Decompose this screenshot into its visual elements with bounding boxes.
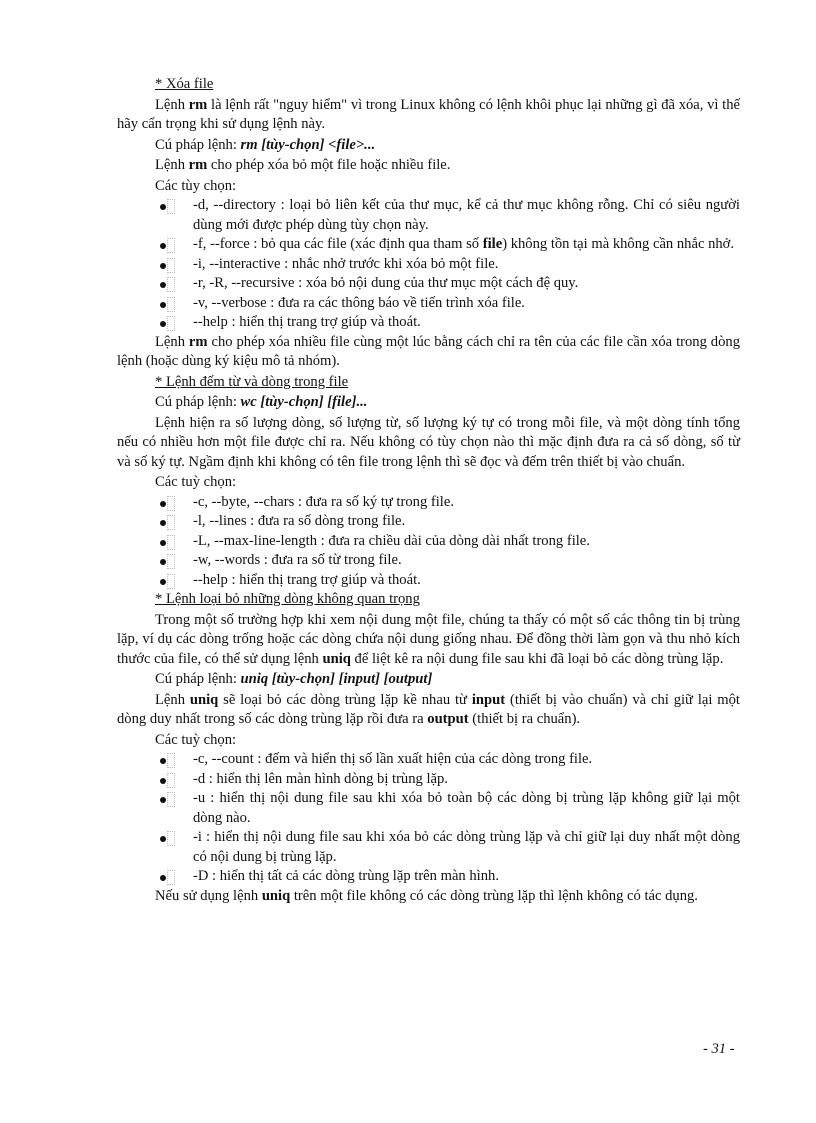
- page-content: [117, 75, 740, 907]
- section-heading-uniq: * Lệnh loại bỏ những dòng không quan trọng: [155, 591, 420, 607]
- uniq-syntax: Cú pháp lệnh: uniq [tùy-chọn] [input] [output]: [155, 671, 433, 687]
- list-item: -D : hiển thị tất cả các dòng trùng lặp trên màn hình.: [117, 867, 740, 887]
- rm-options-label: Các tùy chọn:: [155, 177, 237, 194]
- page-number: - 31 -: [703, 1041, 735, 1057]
- uniq-command: uniq: [322, 650, 351, 667]
- uniq-description: Lệnh uniq sẽ loại bỏ các dòng trùng lặp kề nhau từ input (thiết bị vào chuẩn) và chỉ giữ lại một dòng duy nhất trong số các dòng trùng lặp rồi đưa ra output (thiết bị ra chuẩn).: [117, 691, 740, 727]
- bullet-icon: [160, 243, 166, 249]
- bullet-icon: [160, 321, 166, 327]
- list-item: -L, --max-line-length : đưa ra chiều dài của dòng dài nhất trong file.: [117, 532, 740, 552]
- list-item: -f, --force : bỏ qua các file (xác định qua tham số file) không tồn tại mà không cần nhắc nhở.: [117, 235, 740, 255]
- bullet-icon: [160, 778, 166, 784]
- list-item: --help : hiển thị trang trợ giúp và thoát.: [117, 313, 740, 333]
- wc-syntax: Cú pháp lệnh: wc [tùy-chọn] [file]...: [155, 394, 368, 410]
- bullet-icon: [160, 204, 166, 210]
- uniq-syntax-code: uniq [tùy-chọn] [input] [output]: [240, 671, 433, 687]
- rm-description: Lệnh rm cho phép xóa bỏ một file hoặc nhiều file.: [155, 157, 451, 173]
- uniq-options-label: Các tuỳ chọn:: [155, 731, 237, 748]
- bullet-icon: [160, 559, 166, 565]
- list-item: -c, --byte, --chars : đưa ra số ký tự trong file.: [117, 493, 740, 513]
- bullet-icon: [160, 797, 166, 803]
- section-heading-wc: * Lệnh đếm từ và dòng trong file: [155, 373, 349, 390]
- rm-intro: Lệnh rm là lệnh rất "nguy hiểm" vì trong Linux không có lệnh khôi phục lại những gì đã xóa, vì thế hãy cẩn trọng khi sử dụng lệnh này.: [117, 96, 740, 132]
- list-item: -v, --verbose : đưa ra các thông báo về tiến trình xóa file.: [117, 294, 740, 314]
- bullet-icon: [160, 836, 166, 842]
- wc-options-list: [117, 493, 740, 591]
- uniq-options-list: [117, 750, 740, 887]
- list-item: -d : hiển thị lên màn hình dòng bị trùng lặp.: [117, 770, 740, 790]
- section-heading-rm: * Xóa file: [155, 76, 214, 92]
- bullet-icon: [160, 520, 166, 526]
- list-item: -d, --directory : loại bỏ liên kết của thư mục, kể cả thư mục không rỗng. Chỉ có siêu người dùng mới được phép dùng tùy chọn này.: [117, 196, 740, 235]
- rm-options-list: [117, 196, 740, 333]
- list-item: -l, --lines : đưa ra số dòng trong file.: [117, 512, 740, 532]
- rm-syntax-code: rm [tùy-chọn] <file>...: [240, 136, 376, 153]
- list-item: -i : hiển thị nội dung file sau khi xóa bỏ các dòng trùng lặp và chỉ giữ lại duy nhất một dòng có nội dung bị trùng lặp.: [117, 828, 740, 867]
- bullet-icon: [160, 263, 166, 269]
- wc-description: Lệnh hiện ra số lượng dòng, số lượng từ, số lượng ký tự có trong mỗi file, và một dòng tính tổng nếu có nhiều hơn một file được chỉ ra. Nếu không có tùy chọn nào thì mặc định đưa ra cả số dòng, số từ và số ký tự. Ngầm định khi không có tên file trong lệnh thì sẽ đọc và đếm trên thiết bị vào chuẩn.: [117, 414, 740, 470]
- bullet-icon: [160, 501, 166, 507]
- rm-command: rm: [188, 96, 208, 113]
- bullet-icon: [160, 540, 166, 546]
- list-item: --help : hiển thị trang trợ giúp và thoát.: [117, 571, 740, 591]
- list-item: -w, --words : đưa ra số từ trong file.: [117, 551, 740, 571]
- list-item: -r, -R, --recursive : xóa bỏ nội dung của thư mục một cách đệ quy.: [117, 274, 740, 294]
- list-item: -c, --count : đếm và hiển thị số lần xuất hiện của các dòng trong file.: [117, 750, 740, 770]
- list-item: -u : hiển thị nội dung file sau khi xóa bỏ toàn bộ các dòng bị trùng lặp không giữ lại một dòng nào.: [117, 789, 740, 828]
- bullet-icon: [160, 282, 166, 288]
- bullet-icon: [160, 875, 166, 881]
- uniq-intro: Trong một số trường hợp khi xem nội dung một file, chúng ta thấy có một số các thông tin bị trùng lặp, ví dụ các dòng trống hoặc các dòng chứa nội dung giống nhau. Để đồng thời làm gọn và thu nhỏ kích thước của file, có thể sử dụng lệnh uniq để liệt kê ra nội dung file sau khi đã loại bỏ các dòng trùng lặp.: [117, 611, 740, 667]
- bullet-icon: [160, 302, 166, 308]
- wc-options-label: Các tuỳ chọn:: [155, 474, 237, 490]
- bullet-icon: [160, 579, 166, 585]
- bullet-icon: [160, 758, 166, 764]
- wc-syntax-code: wc [tùy-chọn] [file]...: [240, 394, 368, 410]
- rm-outro: Lệnh rm cho phép xóa nhiều file cùng một lúc bằng cách chỉ ra tên của các file cần xóa trong dòng lệnh (hoặc dùng ký kiệu mô tả nhóm).: [117, 333, 740, 369]
- rm-syntax: Cú pháp lệnh: rm [tùy-chọn] <file>...: [155, 136, 376, 153]
- uniq-outro: Nếu sử dụng lệnh uniq trên một file không có các dòng trùng lặp thì lệnh không có tác dụng.: [155, 887, 698, 904]
- list-item: -i, --interactive : nhắc nhở trước khi xóa bỏ một file.: [117, 255, 740, 275]
